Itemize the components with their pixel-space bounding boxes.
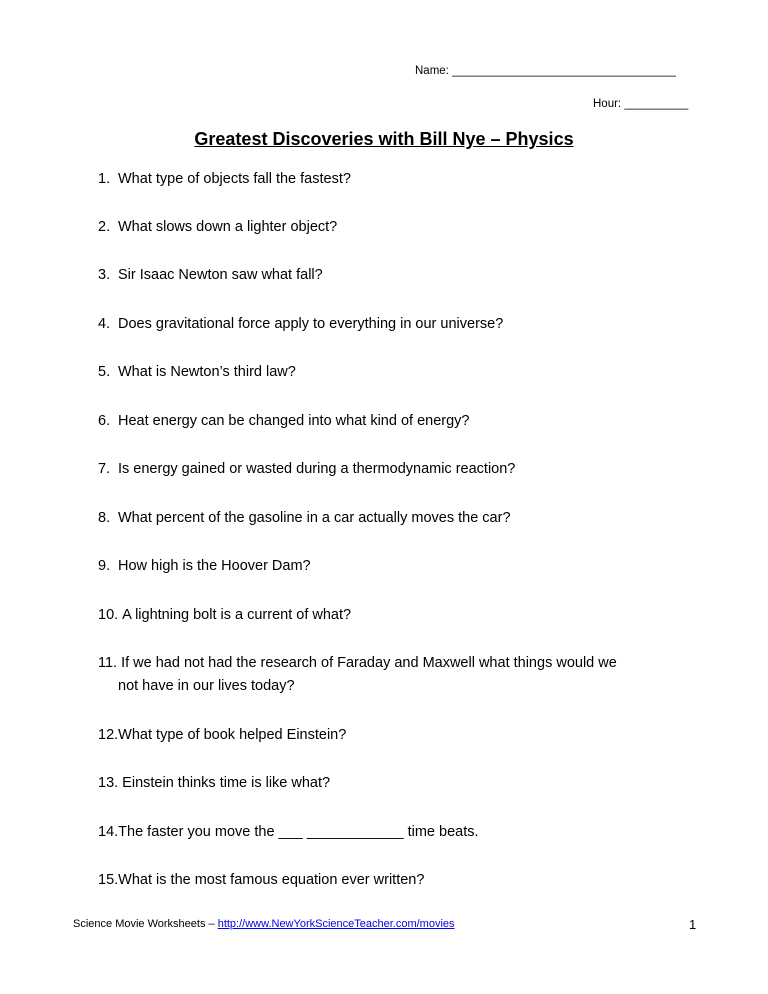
question-15: 15.What is the most famous equation ever written? bbox=[98, 872, 425, 888]
question-12: 12.What type of book helped Einstein? bbox=[98, 727, 347, 743]
question-2: 2. What slows down a lighter object? bbox=[98, 219, 338, 235]
page-title: Greatest Discoveries with Bill Nye – Physics bbox=[194, 129, 574, 149]
question-9: 9. How high is the Hoover Dam? bbox=[98, 558, 311, 574]
question-5: 5. What is Newton’s third law? bbox=[98, 364, 296, 380]
footer bbox=[73, 918, 455, 930]
footer-text: Science Movie Worksheets – bbox=[73, 918, 218, 930]
name-field: Name: ___________________________________ bbox=[415, 65, 676, 77]
question-11: 11. If we had not had the research of Faraday and Maxwell what things would we not have in our lives today? bbox=[98, 655, 617, 694]
question-13: 13. Einstein thinks time is like what? bbox=[98, 775, 331, 791]
question-1: 1. What type of objects fall the fastest? bbox=[98, 171, 351, 187]
question-6: 6. Heat energy can be changed into what kind of energy? bbox=[98, 413, 470, 429]
question-3: 3. Sir Isaac Newton saw what fall? bbox=[98, 267, 323, 283]
question-8: 8. What percent of the gasoline in a car actually moves the car? bbox=[98, 510, 511, 526]
hour-field: Hour: __________ bbox=[593, 98, 689, 110]
question-7: 7. Is energy gained or wasted during a thermodynamic reaction? bbox=[98, 461, 516, 477]
question-14: 14.The faster you move the ___ ____________ time beats. bbox=[98, 824, 479, 840]
question-4: 4. Does gravitational force apply to everything in our universe? bbox=[98, 316, 504, 332]
question-10: 10. A lightning bolt is a current of what? bbox=[98, 607, 352, 623]
footer-link[interactable]: http://www.NewYorkScienceTeacher.com/movies bbox=[217, 918, 455, 930]
page-number: 1 bbox=[689, 917, 697, 932]
